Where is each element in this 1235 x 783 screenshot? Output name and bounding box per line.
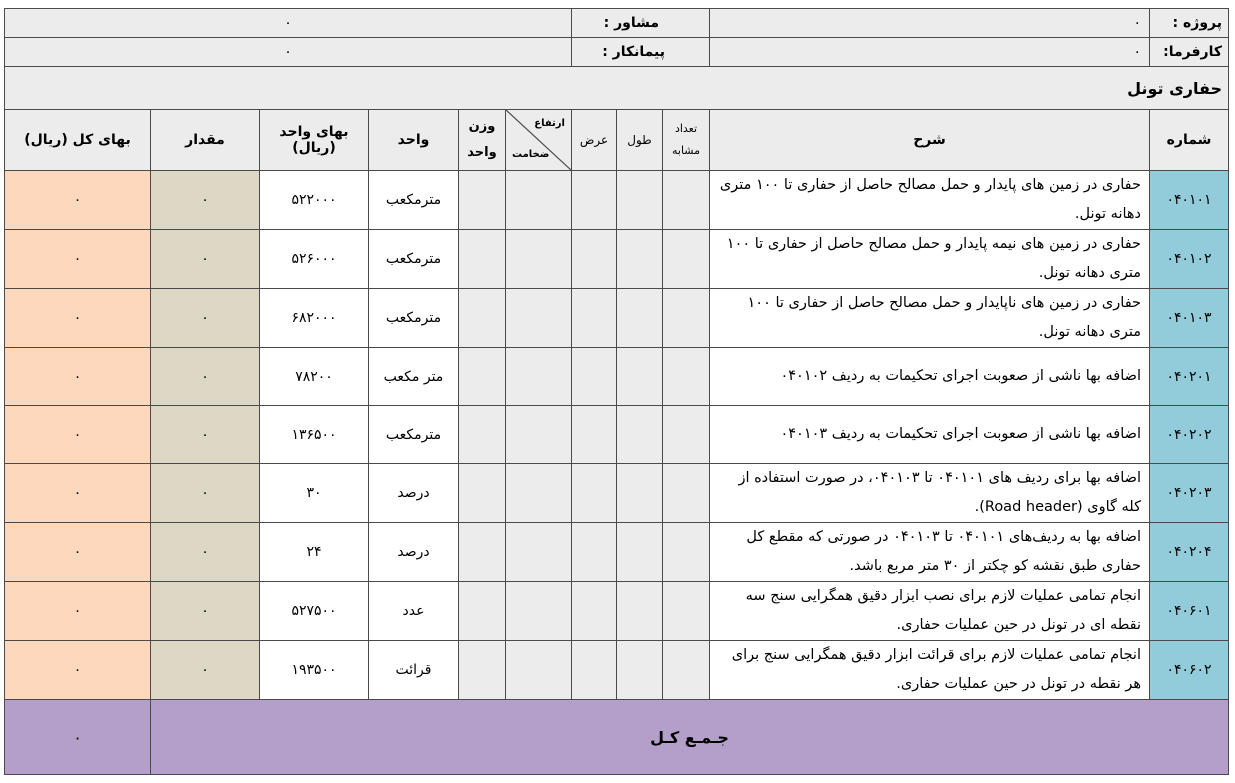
item-description: انجام تمامی عملیات لازم برای قرائت ابزار دقیق همگرایی سنج برای هر نقطه در تونل در حین عملیات حفاری. [710, 641, 1150, 700]
consultant-value[interactable]: ۰ [5, 9, 572, 38]
item-quantity[interactable]: ۰ [151, 641, 260, 700]
item-width[interactable] [572, 641, 617, 700]
item-code: ۰۴۰۱۰۳ [1150, 289, 1229, 348]
item-unit-price: ۶۸۲۰۰۰ [260, 289, 369, 348]
item-unit-weight[interactable] [459, 406, 506, 464]
item-total: ۰ [5, 230, 151, 289]
item-unit-weight[interactable] [459, 230, 506, 289]
consultant-label: مشاور : [572, 9, 710, 38]
col-height: ارتفاع [534, 118, 565, 129]
item-length[interactable] [617, 406, 663, 464]
item-unit: مترمکعب [369, 230, 459, 289]
item-unit-price: ۵۲۶۰۰۰ [260, 230, 369, 289]
item-unit: مترمکعب [369, 171, 459, 230]
col-length: طول [617, 110, 663, 171]
item-unit-weight[interactable] [459, 464, 506, 523]
item-height-thickness[interactable] [506, 406, 572, 464]
project-value[interactable]: ۰ [710, 9, 1150, 38]
item-total: ۰ [5, 406, 151, 464]
item-unit: درصد [369, 464, 459, 523]
header-row-project [5, 9, 1229, 38]
item-unit-weight[interactable] [459, 523, 506, 582]
item-quantity[interactable]: ۰ [151, 464, 260, 523]
item-width[interactable] [572, 230, 617, 289]
item-length[interactable] [617, 582, 663, 641]
employer-label: کارفرما: [1150, 38, 1229, 67]
item-unit-price: ۵۲۷۵۰۰ [260, 582, 369, 641]
item-code: ۰۴۰۶۰۲ [1150, 641, 1229, 700]
item-total: ۰ [5, 464, 151, 523]
item-unit: عدد [369, 582, 459, 641]
item-length[interactable] [617, 230, 663, 289]
table-row [5, 171, 1229, 230]
item-width[interactable] [572, 406, 617, 464]
item-quantity[interactable]: ۰ [151, 582, 260, 641]
item-total: ۰ [5, 523, 151, 582]
project-label: پروژه : [1150, 9, 1229, 38]
item-quantity[interactable]: ۰ [151, 348, 260, 406]
item-code: ۰۴۰۲۰۳ [1150, 464, 1229, 523]
item-unit-price: ۲۴ [260, 523, 369, 582]
table-row [5, 582, 1229, 641]
boq-table [4, 8, 1229, 775]
item-height-thickness[interactable] [506, 230, 572, 289]
item-unit: مترمکعب [369, 289, 459, 348]
table-row [5, 406, 1229, 464]
item-count[interactable] [663, 523, 710, 582]
item-count[interactable] [663, 464, 710, 523]
table-row [5, 289, 1229, 348]
col-unit: واحد [369, 110, 459, 171]
item-height-thickness[interactable] [506, 348, 572, 406]
item-height-thickness[interactable] [506, 523, 572, 582]
item-total: ۰ [5, 289, 151, 348]
table-row [5, 464, 1229, 523]
contractor-label: پیمانکار : [572, 38, 710, 67]
item-description: اضافه بها برای ردیف های ۰۴۰۱۰۱ تا ۰۴۰۱۰۳، در صورت استفاده از کله گاوی (Road header). [710, 464, 1150, 523]
item-unit: متر مکعب [369, 348, 459, 406]
col-description: شرح [710, 110, 1150, 171]
item-width[interactable] [572, 289, 617, 348]
item-width[interactable] [572, 348, 617, 406]
item-code: ۰۴۰۱۰۲ [1150, 230, 1229, 289]
boq-sheet [5, 8, 1229, 775]
item-length[interactable] [617, 523, 663, 582]
item-count[interactable] [663, 230, 710, 289]
item-quantity[interactable]: ۰ [151, 406, 260, 464]
item-unit-price: ۳۰ [260, 464, 369, 523]
sum-value: ۰ [5, 700, 151, 775]
col-number: شماره [1150, 110, 1229, 171]
item-total: ۰ [5, 582, 151, 641]
item-unit-price: ۱۳۶۵۰۰ [260, 406, 369, 464]
section-title-row [5, 67, 1229, 110]
rows-body [5, 171, 1229, 700]
item-length[interactable] [617, 289, 663, 348]
table-row [5, 230, 1229, 289]
item-unit-weight[interactable] [459, 348, 506, 406]
item-height-thickness[interactable] [506, 641, 572, 700]
item-code: ۰۴۰۲۰۲ [1150, 406, 1229, 464]
header-row-employer [5, 38, 1229, 67]
col-unit-price: بهای واحد (ریال) [260, 110, 369, 171]
sum-label: جـمـع کـل [151, 700, 1229, 775]
item-description: حفاری در زمین های ناپایدار و حمل مصالح حاصل از حفاری تا ۱۰۰ متری دهانه تونل. [710, 289, 1150, 348]
item-height-thickness[interactable] [506, 289, 572, 348]
item-quantity[interactable]: ۰ [151, 289, 260, 348]
item-description: اضافه بها ناشی از صعوبت اجرای تحکیمات به ردیف ۰۴۰۱۰۲ [710, 348, 1150, 406]
item-unit-weight[interactable] [459, 289, 506, 348]
col-thickness: ضخامت [512, 149, 550, 160]
item-code: ۰۴۰۲۰۱ [1150, 348, 1229, 406]
item-length[interactable] [617, 348, 663, 406]
item-total: ۰ [5, 641, 151, 700]
item-code: ۰۴۰۱۰۱ [1150, 171, 1229, 230]
sum-row [5, 700, 1229, 775]
item-unit: قرائت [369, 641, 459, 700]
employer-value[interactable]: ۰ [710, 38, 1150, 67]
item-count[interactable] [663, 289, 710, 348]
item-length[interactable] [617, 641, 663, 700]
col-unit-weight: وزن واحد [459, 110, 506, 171]
item-unit-weight[interactable] [459, 582, 506, 641]
item-height-thickness[interactable] [506, 171, 572, 230]
item-description: حفاری در زمین های پایدار و حمل مصالح حاصل از حفاری تا ۱۰۰ متری دهانه تونل. [710, 171, 1150, 230]
item-description: اضافه بها ناشی از صعوبت اجرای تحکیمات به ردیف ۰۴۰۱۰۳ [710, 406, 1150, 464]
col-count: تعداد مشابه [663, 110, 710, 171]
item-unit-price: ۱۹۳۵۰۰ [260, 641, 369, 700]
column-header-row [5, 110, 1229, 171]
item-total: ۰ [5, 348, 151, 406]
item-count[interactable] [663, 641, 710, 700]
item-height-thickness[interactable] [506, 464, 572, 523]
item-description: حفاری در زمین های نیمه پایدار و حمل مصالح حاصل از حفاری تا ۱۰۰ متری دهانه تونل. [710, 230, 1150, 289]
table-row [5, 641, 1229, 700]
item-quantity[interactable]: ۰ [151, 523, 260, 582]
item-count[interactable] [663, 406, 710, 464]
item-width[interactable] [572, 171, 617, 230]
item-count[interactable] [663, 348, 710, 406]
item-count[interactable] [663, 171, 710, 230]
item-height-thickness[interactable] [506, 582, 572, 641]
item-length[interactable] [617, 171, 663, 230]
table-row [5, 523, 1229, 582]
item-description: اضافه بها به ردیف‌های ۰۴۰۱۰۱ تا ۰۴۰۱۰۳ در صورتی که مقطع کل حفاری طبق نقشه کو چکتر از ۳۰ متر مربع باشد. [710, 523, 1150, 582]
item-unit-price: ۵۲۲۰۰۰ [260, 171, 369, 230]
table-row [5, 348, 1229, 406]
item-quantity[interactable]: ۰ [151, 171, 260, 230]
contractor-value[interactable]: ۰ [5, 38, 572, 67]
col-height-thickness [506, 110, 572, 171]
item-unit: مترمکعب [369, 406, 459, 464]
item-count[interactable] [663, 582, 710, 641]
item-code: ۰۴۰۶۰۱ [1150, 582, 1229, 641]
item-width[interactable] [572, 523, 617, 582]
item-description: انجام تمامی عملیات لازم برای نصب ابزار دقیق همگرایی سنج سه نقطه ای در تونل در حین عملیات حفاری. [710, 582, 1150, 641]
section-title: حفاری تونل [5, 67, 1229, 110]
item-unit: درصد [369, 523, 459, 582]
item-unit-weight[interactable] [459, 641, 506, 700]
item-unit-weight[interactable] [459, 171, 506, 230]
item-code: ۰۴۰۲۰۴ [1150, 523, 1229, 582]
item-unit-price: ۷۸۲۰۰ [260, 348, 369, 406]
col-quantity: مقدار [151, 110, 260, 171]
item-quantity[interactable]: ۰ [151, 230, 260, 289]
item-width[interactable] [572, 464, 617, 523]
col-width: عرض [572, 110, 617, 171]
col-total-price: بهای کل (ریال) [5, 110, 151, 171]
item-total: ۰ [5, 171, 151, 230]
item-length[interactable] [617, 464, 663, 523]
item-width[interactable] [572, 582, 617, 641]
